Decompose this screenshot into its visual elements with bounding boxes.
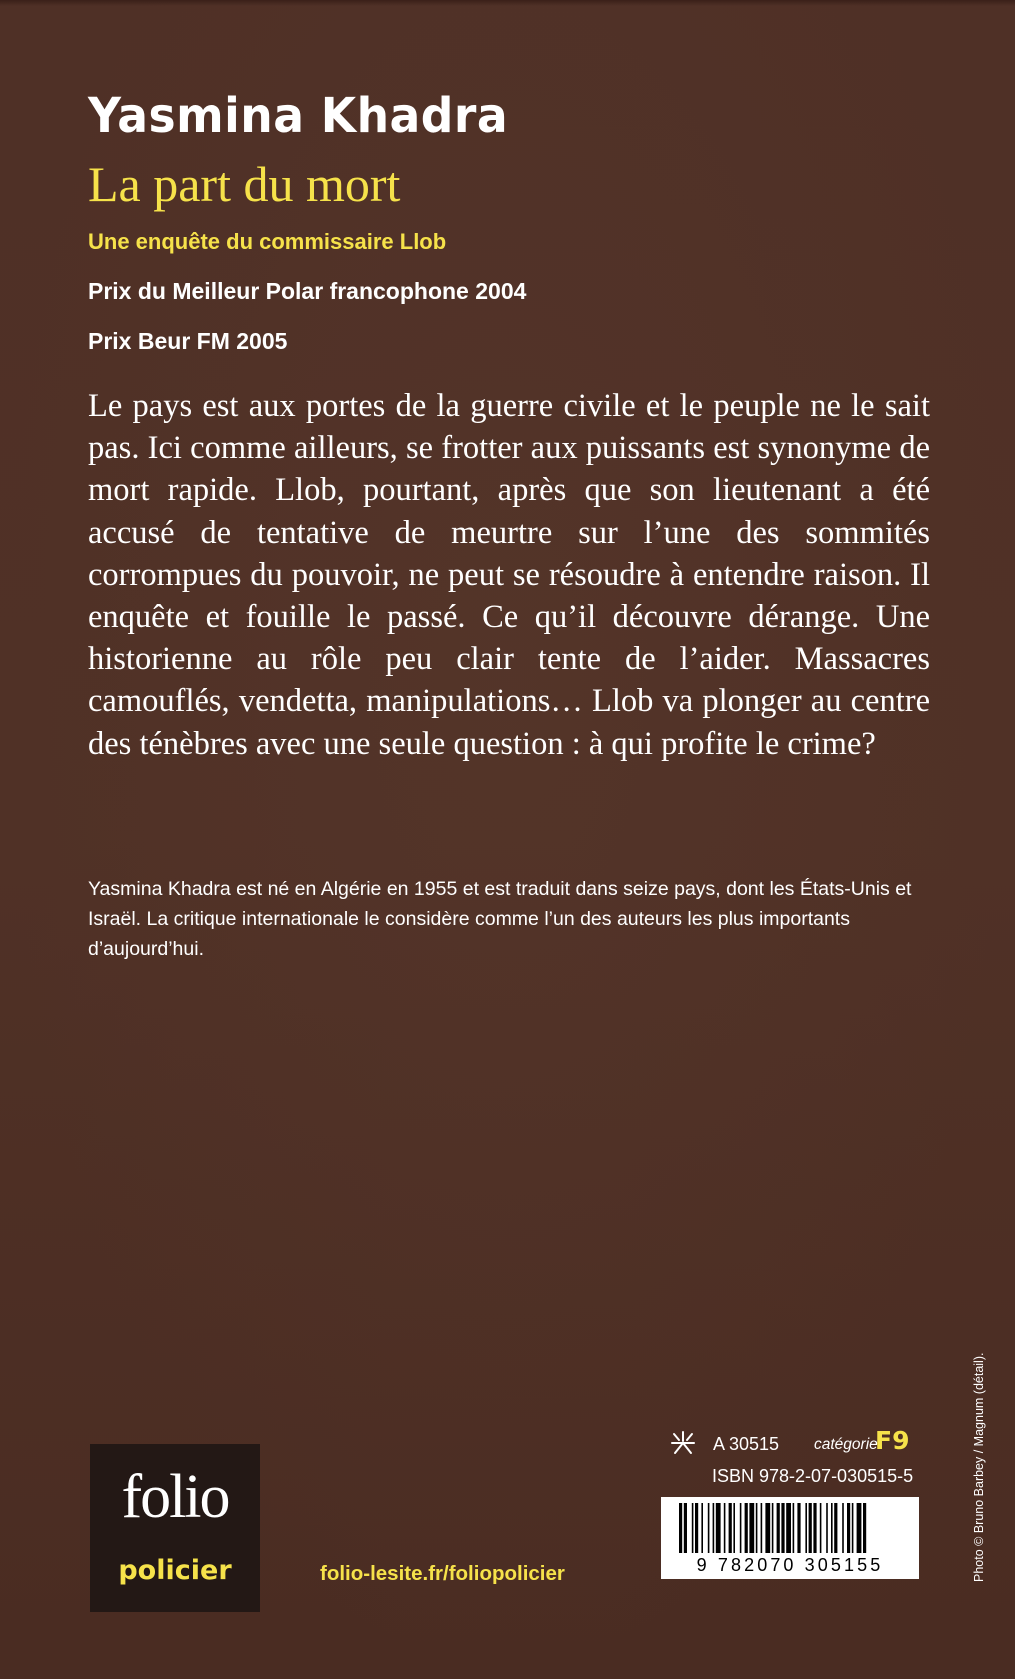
isbn-number: ISBN 978-2-07-030515-5 — [712, 1466, 914, 1486]
gallimard-emblem-icon — [670, 1431, 696, 1455]
logo-brand-text: folio — [121, 1463, 229, 1531]
prize-line-1: Prix du Meilleur Polar francophone 2004 — [88, 278, 527, 304]
website-link[interactable]: folio-lesite.fr/foliopolicier — [320, 1562, 565, 1585]
product-code: A 30515 — [713, 1434, 780, 1454]
author-bio: Yasmina Khadra est né en Algérie en 1955 et est traduit dans seize pays, dont les États-Unis et Israël. La critique internationale le considère comme l’un des auteurs les plus importants d’aujourd’hui. — [88, 878, 912, 960]
photo-credit: Photo © Bruno Barbey / Magnum (détail). — [972, 1352, 986, 1582]
barcode-digits: 9 782070 305155 — [696, 1555, 884, 1575]
author-name: Yasmina Khadra — [88, 88, 509, 144]
category-label: catégorie — [814, 1436, 878, 1453]
category-value: F9 — [875, 1426, 910, 1455]
book-title: La part du mort — [88, 156, 401, 212]
prize-line-2: Prix Beur FM 2005 — [88, 328, 288, 354]
series-subtitle: Une enquête du commissaire Llob — [88, 229, 447, 254]
folio-policier-logo — [90, 1444, 260, 1612]
blurb-paragraph: Le pays est aux portes de la guerre civile et le peuple ne le sait pas. Ici comme ailleurs, se frotter aux puissants est synonyme de mort rapide. Llob, pourtant, après que son lieutenant a été accusé de tentative de meurtre sur l’une des sommités corrompues du pouvoir, ne peut se résoudre à entendre raison. Il enquête et fouille le passé. Ce qu’il découvre dérange. Une historienne au rôle peu clair tente de l’aider. Massacres camouflés, vendetta, manipulations… Llob va plonger au centre des ténèbres avec une seule question : à qui profite le crime? — [88, 388, 930, 762]
logo-collection-text: policier — [118, 1555, 232, 1586]
barcode — [661, 1497, 919, 1579]
